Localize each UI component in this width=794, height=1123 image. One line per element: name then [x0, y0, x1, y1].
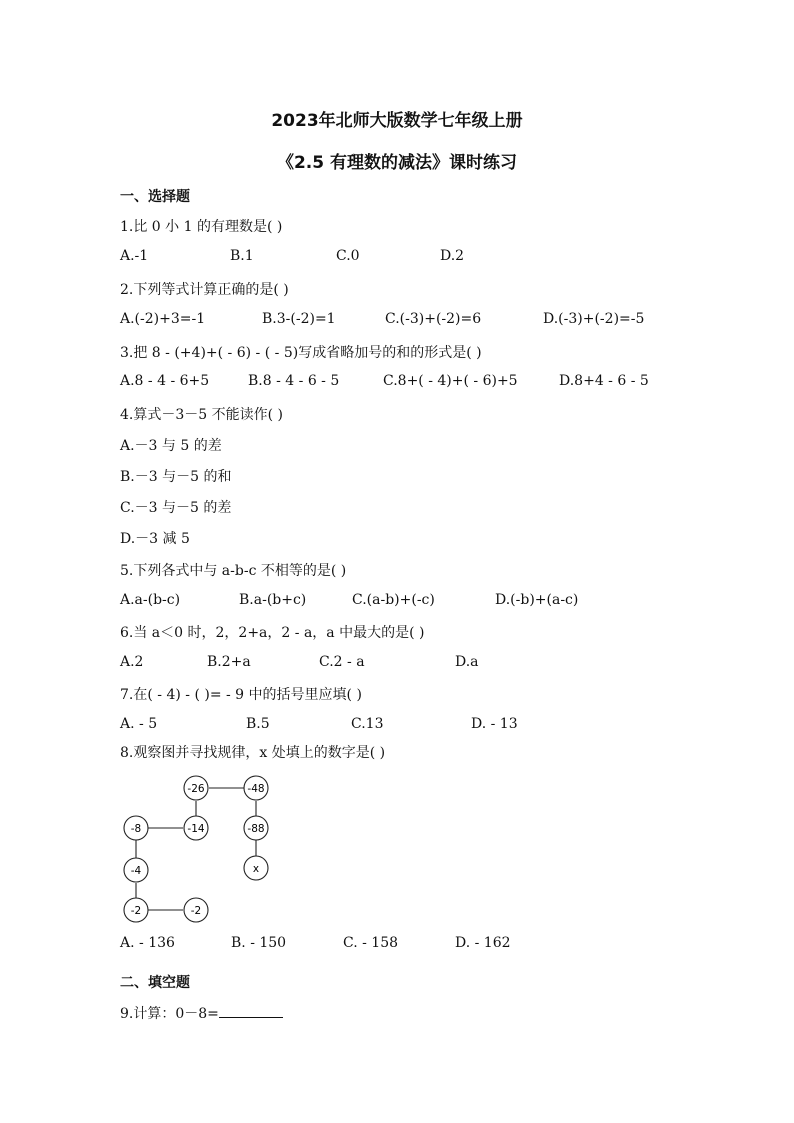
q8-option-d: D. - 162 — [455, 935, 511, 951]
question-9-stem: 9.计算：0－8= — [120, 1006, 219, 1022]
q4-option-b: B.－3 与－5 的和 — [120, 469, 232, 485]
node-neg26 — [184, 776, 208, 800]
node-neg88 — [244, 816, 268, 840]
q6-option-d: D.a — [455, 654, 479, 670]
q3-option-a: A.8 - 4 - 6+5 — [120, 373, 210, 389]
question-4-stem: 4.算式－3－5 不能读作( ) — [120, 407, 283, 423]
q8-option-c: C. - 158 — [343, 935, 399, 951]
q8-option-b: B. - 150 — [231, 935, 287, 951]
pattern-figure — [110, 768, 290, 928]
q1-option-c: C.0 — [336, 248, 360, 264]
q3-option-b: B.8 - 4 - 6 - 5 — [248, 373, 340, 389]
node-neg2-left — [124, 898, 148, 922]
svg-text:x: x — [252, 863, 260, 875]
question-5-stem: 5.下列各式中与 a-b-c 不相等的是( ) — [120, 563, 347, 579]
svg-text:-88: -88 — [247, 823, 265, 835]
q2-option-d: D.(-3)+(-2)=-5 — [543, 311, 645, 327]
q7-option-c: C.13 — [351, 716, 384, 732]
q1-option-d: D.2 — [440, 248, 465, 264]
node-neg2-right — [184, 898, 208, 922]
q6-option-a: A.2 — [120, 654, 144, 670]
q5-option-a: A.a-(b-c) — [120, 592, 181, 608]
q3-option-c: C.8+( - 4)+( - 6)+5 — [383, 373, 518, 389]
svg-text:-2: -2 — [190, 905, 202, 917]
node-neg4 — [124, 858, 148, 882]
node-x — [244, 856, 268, 880]
question-6-stem: 6.当 a＜0 时，2，2+a，2 - a，a 中最大的是( ) — [120, 625, 425, 641]
node-neg8 — [124, 816, 148, 840]
q7-option-a: A. - 5 — [120, 716, 158, 732]
question-1-stem: 1.比 0 小 1 的有理数是( ) — [120, 219, 283, 235]
q5-option-b: B.a-(b+c) — [239, 592, 307, 608]
q4-option-d: D.－3 减 5 — [120, 531, 190, 547]
question-8-stem: 8.观察图并寻找规律，x 处填上的数字是( ) — [120, 745, 386, 761]
q4-option-a: A.－3 与 5 的差 — [120, 438, 222, 454]
question-2-stem: 2.下列等式计算正确的是( ) — [120, 282, 289, 298]
answer-blank — [219, 1003, 283, 1018]
q8-option-a: A. - 136 — [120, 935, 175, 951]
svg-text:-2: -2 — [130, 905, 142, 917]
worksheet-title: 2023年北师大版数学七年级上册 — [271, 111, 523, 131]
svg-text:-48: -48 — [247, 783, 265, 795]
svg-text:-14: -14 — [187, 823, 205, 835]
svg-text:-8: -8 — [130, 823, 142, 835]
question-9 — [120, 1003, 283, 1023]
q3-option-d: D.8+4 - 6 - 5 — [559, 373, 649, 389]
q2-option-c: C.(-3)+(-2)=6 — [385, 311, 482, 327]
q5-option-c: C.(a-b)+(-c) — [352, 592, 435, 608]
q2-option-a: A.(-2)+3=-1 — [120, 311, 206, 327]
q4-option-c: C.－3 与－5 的差 — [120, 500, 232, 516]
node-neg48 — [244, 776, 268, 800]
svg-text:-26: -26 — [187, 783, 205, 795]
q7-option-b: B.5 — [246, 716, 270, 732]
q1-option-a: A.-1 — [120, 248, 149, 264]
svg-text:-4: -4 — [130, 865, 142, 877]
q1-option-b: B.1 — [230, 248, 254, 264]
q5-option-d: D.(-b)+(a-c) — [495, 592, 579, 608]
section-multiple-choice: 一、选择题 — [120, 189, 190, 205]
q6-option-c: C.2 - a — [319, 654, 365, 670]
worksheet-subtitle: 《2.5 有理数的减法》课时练习 — [276, 153, 518, 173]
section-fill-in: 二、填空题 — [120, 975, 190, 991]
question-3-stem: 3.把 8 - (+4)+( - 6) - ( - 5)写成省略加号的和的形式是( ) — [120, 345, 482, 361]
node-neg14 — [184, 816, 208, 840]
q7-option-d: D. - 13 — [471, 716, 518, 732]
q6-option-b: B.2+a — [207, 654, 251, 670]
question-7-stem: 7.在( - 4) - ( )= - 9 中的括号里应填( ) — [120, 687, 362, 703]
q2-option-b: B.3-(-2)=1 — [262, 311, 336, 327]
